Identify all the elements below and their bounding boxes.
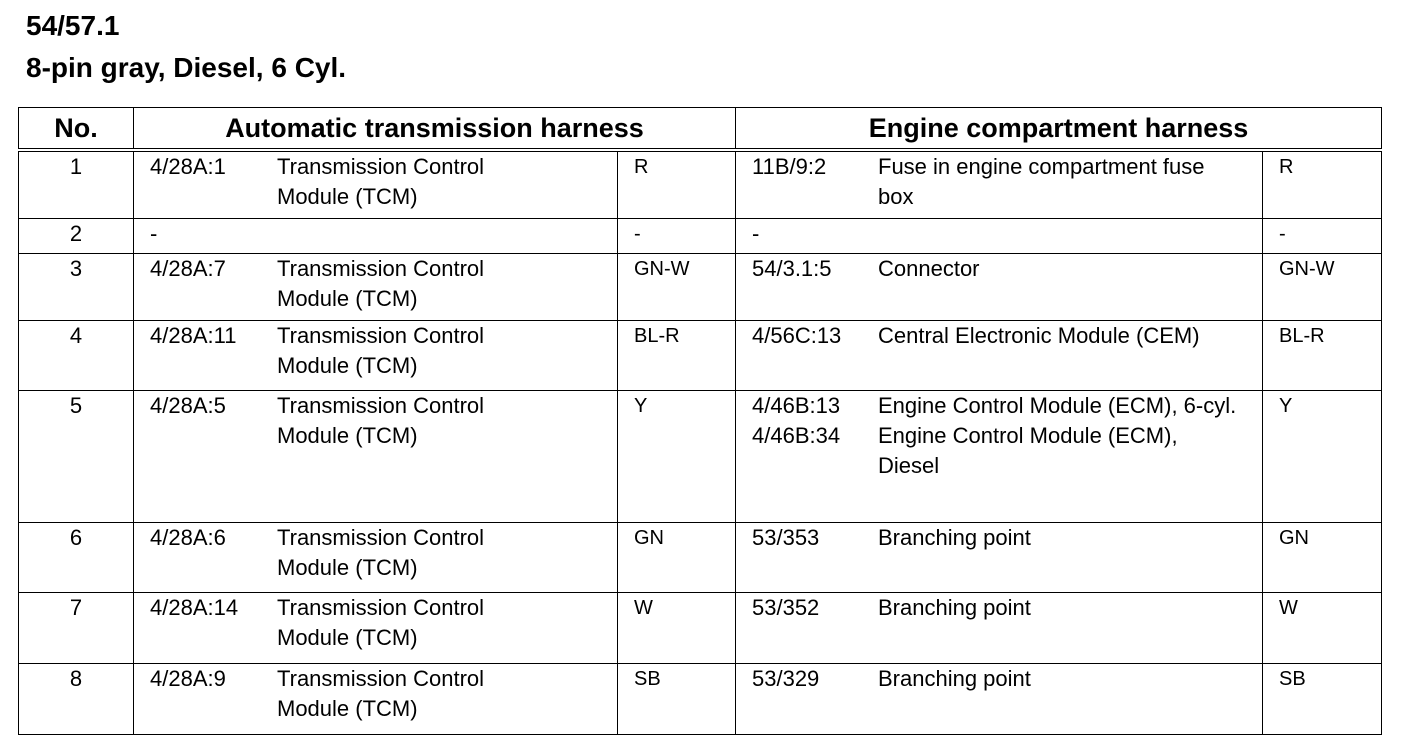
engine-terminal-code: 11B/9:2 [752, 154, 827, 179]
auto-component-description: Transmission Control Module (TCM) [277, 154, 485, 209]
engine-terminal-code: - [752, 221, 760, 246]
engine-component-description: Engine Control Module (ECM), Diesel [878, 423, 1178, 478]
engine-harness-cell [736, 523, 1263, 593]
auto-wire-color: GN-W [618, 254, 736, 321]
auto-component-description: Transmission Control Module (TCM) [277, 666, 485, 721]
engine-wire-color: GN [1263, 523, 1382, 593]
engine-component-description: Branching point [878, 595, 1031, 620]
engine-terminal-code: 53/352 [752, 595, 820, 620]
auto-component-description: Transmission Control Module (TCM) [277, 525, 485, 580]
pin-number: 8 [19, 664, 134, 735]
engine-terminal-code: 54/3.1:5 [752, 256, 832, 281]
engine-component-description: Branching point [878, 666, 1031, 691]
page-title: 54/57.1 [26, 10, 120, 41]
auto-wire-color: GN [618, 523, 736, 593]
auto-terminal-code: 4/28A:1 [150, 154, 226, 179]
auto-harness-cell [134, 523, 618, 593]
table-row [19, 391, 1382, 523]
table-row [19, 150, 1382, 219]
header-no: No. [19, 108, 134, 151]
page-subtitle: 8-pin gray, Diesel, 6 Cyl. [26, 52, 347, 83]
table-row [19, 219, 1382, 254]
auto-wire-color: SB [618, 664, 736, 735]
auto-harness-cell [134, 391, 618, 523]
pin-number: 4 [19, 321, 134, 391]
engine-harness-cell [736, 321, 1263, 391]
engine-component-description: Fuse in engine compartment fuse box [878, 154, 1205, 209]
engine-terminal-code: 53/353 [752, 525, 820, 550]
auto-component-description: Transmission Control Module (TCM) [277, 256, 485, 311]
connector-table [18, 107, 1382, 735]
table-row [19, 664, 1382, 735]
auto-wire-color: BL-R [618, 321, 736, 391]
auto-component-description [277, 219, 527, 249]
pin-number: 7 [19, 593, 134, 664]
auto-component-description: Transmission Control Module (TCM) [277, 393, 485, 448]
auto-terminal-code: 4/28A:6 [150, 525, 226, 550]
pin-number: 6 [19, 523, 134, 593]
auto-harness-cell [134, 664, 618, 735]
engine-harness-cell [736, 664, 1263, 735]
auto-wire-color: Y [618, 391, 736, 523]
engine-component-description: Connector [878, 256, 980, 281]
engine-component-description [878, 219, 1238, 249]
engine-wire-color: Y [1263, 391, 1382, 523]
pin-number: 5 [19, 391, 134, 523]
engine-wire-color: - [1263, 219, 1382, 254]
table-row [19, 523, 1382, 593]
engine-harness-cell [736, 254, 1263, 321]
auto-terminal-code: 4/28A:5 [150, 393, 226, 418]
pin-number: 3 [19, 254, 134, 321]
auto-terminal-code: 4/28A:9 [150, 666, 226, 691]
engine-wire-color: BL-R [1263, 321, 1382, 391]
engine-harness-cell [736, 391, 1263, 523]
engine-terminal-code: 4/46B:13 [752, 393, 841, 418]
engine-terminal-code: 53/329 [752, 666, 820, 691]
auto-terminal-code: 4/28A:11 [150, 323, 237, 348]
pin-number: 1 [19, 150, 134, 219]
engine-terminal-code: 4/46B:34 [752, 423, 841, 448]
table-header-row [19, 108, 1382, 151]
engine-harness-cell [736, 150, 1263, 219]
auto-wire-color: - [618, 219, 736, 254]
auto-harness-cell [134, 254, 618, 321]
auto-harness-cell [134, 219, 618, 254]
table-row [19, 321, 1382, 391]
engine-wire-color: GN-W [1263, 254, 1382, 321]
auto-component-description: Transmission Control Module (TCM) [277, 595, 485, 650]
auto-harness-cell [134, 593, 618, 664]
engine-terminal-code: 4/56C:13 [752, 323, 842, 348]
auto-wire-color: W [618, 593, 736, 664]
auto-harness-cell [134, 150, 618, 219]
table-row [19, 254, 1382, 321]
engine-wire-color: SB [1263, 664, 1382, 735]
auto-component-description: Transmission Control Module (TCM) [277, 323, 485, 378]
table-row [19, 593, 1382, 664]
engine-component-description: Branching point [878, 525, 1031, 550]
header-automatic-transmission-harness: Automatic transmission harness [134, 108, 736, 151]
engine-harness-cell [736, 219, 1263, 254]
engine-harness-cell [736, 593, 1263, 664]
auto-wire-color: R [618, 150, 736, 219]
table-body [19, 150, 1382, 735]
auto-terminal-code: - [150, 221, 158, 246]
auto-terminal-code: 4/28A:7 [150, 256, 226, 281]
pin-number: 2 [19, 219, 134, 254]
auto-harness-cell [134, 321, 618, 391]
auto-terminal-code: 4/28A:14 [150, 595, 239, 620]
engine-wire-color: W [1263, 593, 1382, 664]
engine-component-description: Engine Control Module (ECM), 6-cyl. [878, 393, 1237, 418]
header-engine-compartment-harness: Engine compartment harness [736, 108, 1382, 151]
engine-wire-color: R [1263, 150, 1382, 219]
engine-component-description: Central Electronic Module (CEM) [878, 323, 1200, 348]
